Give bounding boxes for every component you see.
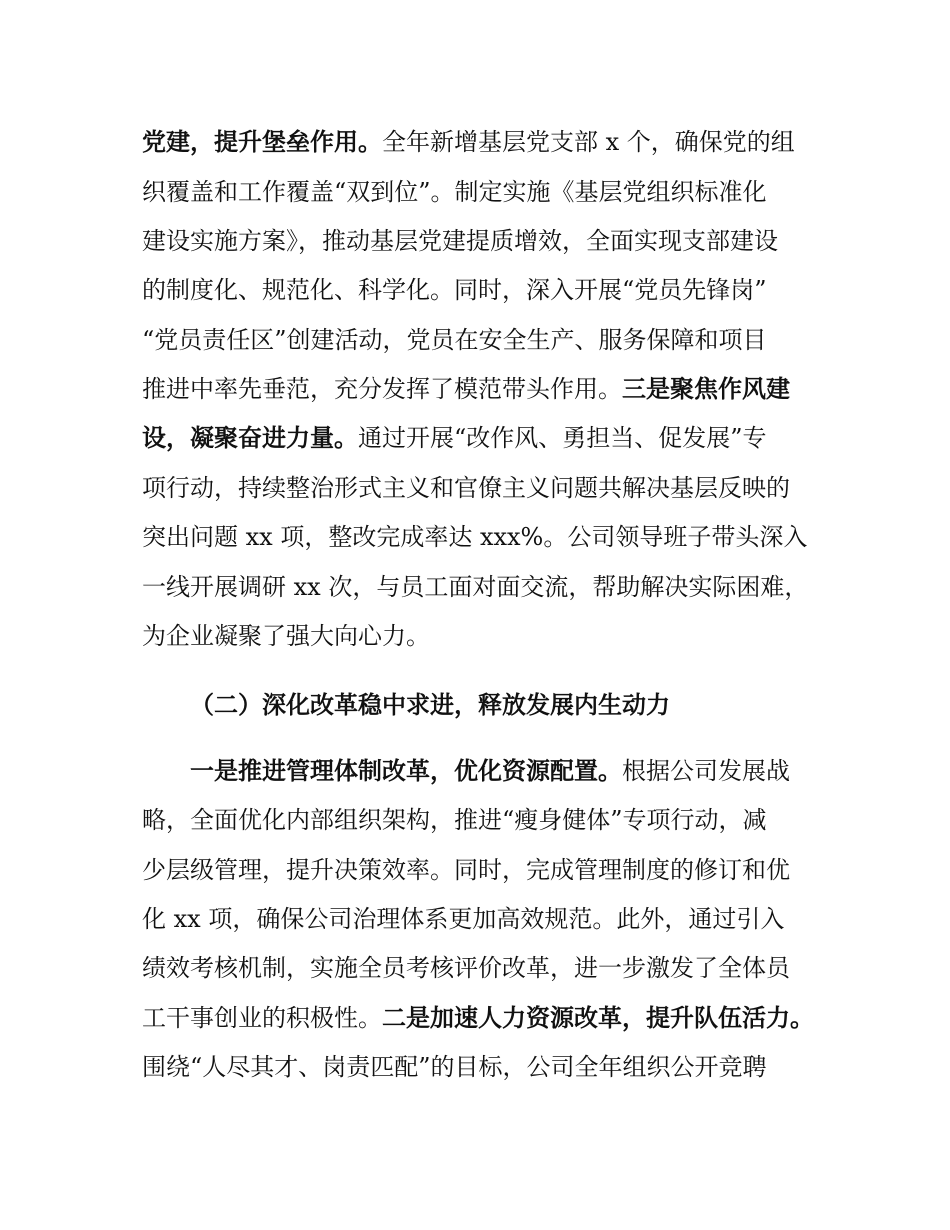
line-text: 突出问题 xx 项，整改完成率达 xxx%。公司领导班子带头深入: [142, 523, 808, 551]
text-line: [142, 219, 842, 263]
text-line: [142, 367, 842, 411]
text-line: [142, 120, 842, 164]
line-text: “党员责任区”创建活动，党员在安全生产、服务保障和项目: [142, 326, 767, 354]
section-heading: （二）深化改革稳中求进，释放发展内生动力: [190, 691, 670, 719]
bold-lead: 设，凝聚奋进力量。: [142, 424, 358, 452]
text-line: [142, 565, 842, 609]
line-text: 根据公司发展战: [622, 757, 790, 785]
line-text: 工干事创业的积极性。: [142, 1004, 382, 1032]
line-text: 通过开展“改作风、勇担当、促发展”专: [358, 424, 767, 452]
bold-lead: 三是聚焦作风建: [622, 375, 790, 403]
line-text: 推进中率先垂范，充分发挥了模范带头作用。: [142, 375, 622, 403]
text-line: [142, 798, 842, 842]
line-text: 为企业凝聚了强大向心力。: [142, 622, 430, 650]
text-line: [142, 515, 842, 559]
text-line: [142, 897, 842, 941]
line-text: 建设实施方案》，推动基层党建提质增效，全面实现支部建设: [142, 227, 778, 255]
line-text: 化 xx 项，确保公司治理体系更加高效规范。此外，通过引入: [142, 905, 785, 933]
bold-lead: 党建，提升堡垒作用。: [142, 128, 382, 156]
text-line: [142, 268, 842, 312]
text-line: [142, 466, 842, 510]
text-line: [190, 749, 890, 793]
text-line: [142, 1045, 842, 1089]
text-line: [142, 848, 842, 892]
text-line: [142, 946, 842, 990]
text-line: [142, 318, 842, 362]
line-text: 全年新增基层党支部 x 个，确保党的组: [382, 128, 795, 156]
line-text: 略，全面优化内部组织架构，推进“瘦身健体”专项行动，减: [142, 806, 767, 834]
line-text: 一线开展调研 xx 次，与员工面对面交流，帮助解决实际困难，: [142, 573, 809, 601]
text-line: [142, 614, 842, 658]
text-line: [142, 416, 842, 460]
bold-lead: 二是加速人力资源改革，提升队伍活力。: [382, 1004, 814, 1032]
text-line: [142, 170, 842, 214]
line-text: 绩效考核机制，实施全员考核评价改革，进一步激发了全体员: [142, 954, 790, 982]
bold-lead: 一是推进管理体制改革，优化资源配置。: [190, 757, 622, 785]
line-text: 少层级管理，提升决策效率。同时，完成管理制度的修订和优: [142, 856, 790, 884]
line-text: 项行动，持续整治形式主义和官僚主义问题共解决基层反映的: [142, 474, 790, 502]
line-text: 织覆盖和工作覆盖“双到位”。制定实施《基层党组织标准化: [142, 178, 767, 206]
text-line: [142, 996, 842, 1040]
line-text: 的制度化、规范化、科学化。同时，深入开展“党员先锋岗”: [142, 276, 767, 304]
line-text: 围绕“人尽其才、岗责匹配”的目标，公司全年组织公开竞聘: [142, 1053, 767, 1081]
